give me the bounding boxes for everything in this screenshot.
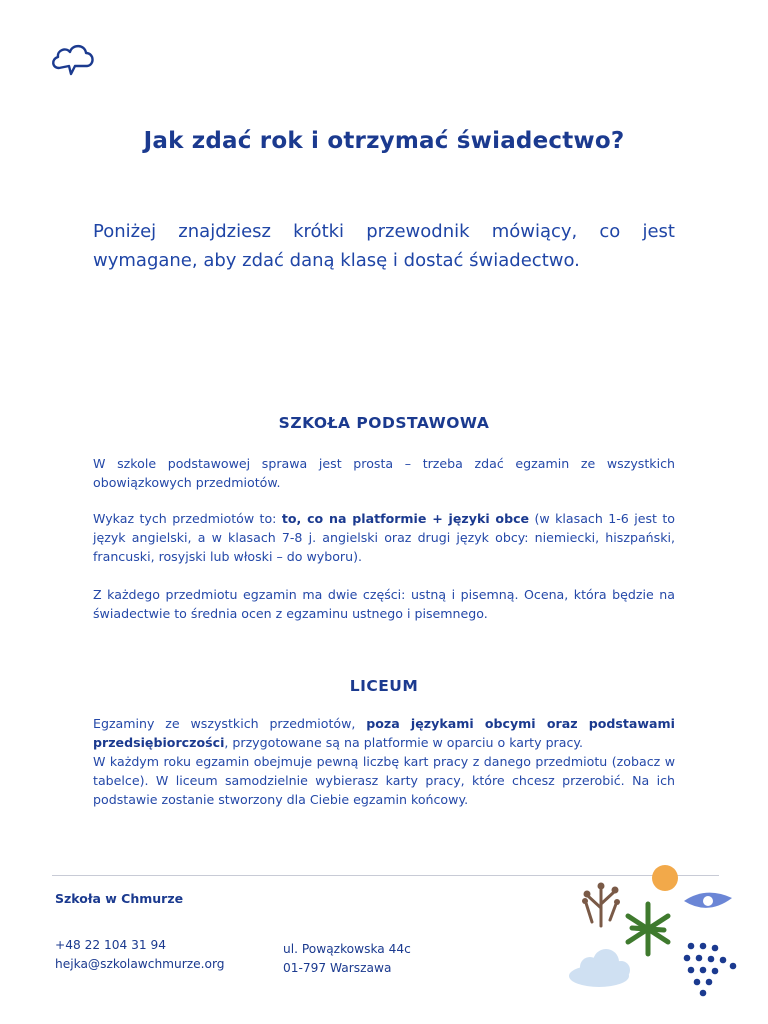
- liceum-p1-before: Egzaminy ze wszystkich przedmiotów,: [93, 716, 367, 731]
- branch-icon: [586, 888, 616, 926]
- decorative-illustration: [566, 858, 746, 1004]
- primary-p2-bold: to, co na platformie + języki obce: [281, 511, 530, 526]
- intro-text: Poniżej znajdziesz krótki przewodnik mówiący, co jest wymagane, aby zdać daną klasę i dostać świadectwo.: [93, 221, 675, 271]
- liceum-paragraph-1: [93, 714, 675, 752]
- liceum-paragraph-2: W każdym roku egzamin obejmuje pewną liczbę kart pracy z danego przedmiotu (zobacz w tabelce). W liceum samodzielnie wybierasz karty pracy, które chcesz przerobić. Na ich podstawie zostanie stworzony dla Ciebie egzamin końcowy.: [93, 754, 675, 807]
- footer-city: 01-797 Warszawa: [283, 961, 392, 975]
- star-leaf-icon: [628, 904, 668, 954]
- footer-contact: [55, 936, 225, 974]
- primary-paragraph-3: Z każdego przedmiotu egzamin ma dwie części: ustną i pisemną. Ocena, która będzie na świadectwie to średnia ocen z egzaminu ustnego i pisemnego.: [93, 587, 675, 621]
- footer-school-name: Szkoła w Chmurze: [55, 891, 184, 906]
- cloud-icon: [49, 38, 97, 78]
- cloud-decor-icon: [569, 949, 630, 987]
- page-title: Jak zdać rok i otrzymać świadectwo?: [143, 128, 625, 154]
- sun-icon: [652, 865, 678, 891]
- dots-icon: [684, 943, 737, 997]
- primary-paragraph-1: W szkole podstawowej sprawa jest prosta – trzeba zdać egzamin ze wszystkich obowiązkowych przedmiotów.: [93, 456, 675, 490]
- liceum-p1-after: , przygotowane są na platformie w oparciu o karty pracy.: [224, 735, 584, 750]
- footer-street: ul. Powązkowska 44c: [283, 942, 411, 956]
- footer-email[interactable]: hejka@szkolawchmurze.org: [55, 957, 225, 971]
- section-heading-liceum: LICEUM: [349, 677, 419, 695]
- primary-paragraph-2: [93, 509, 675, 566]
- footer-phone[interactable]: +48 22 104 31 94: [55, 938, 167, 952]
- eye-icon: [684, 893, 732, 908]
- liceum-p1-bold: poza językami obcymi oraz podstawami przedsiębiorczości: [93, 716, 675, 750]
- primary-p2-after: (w klasach 1-6 jest to język angielski, a w klasach 7-8 j. angielski oraz drugi język obcy: niemiecki, hiszpański, francuski, rosyjski lub włoski – do wyboru).: [93, 511, 676, 564]
- primary-p2-before: Wykaz tych przedmiotów to:: [93, 511, 282, 526]
- footer-address: [283, 940, 411, 978]
- section-heading-primary: SZKOŁA PODSTAWOWA: [278, 414, 490, 432]
